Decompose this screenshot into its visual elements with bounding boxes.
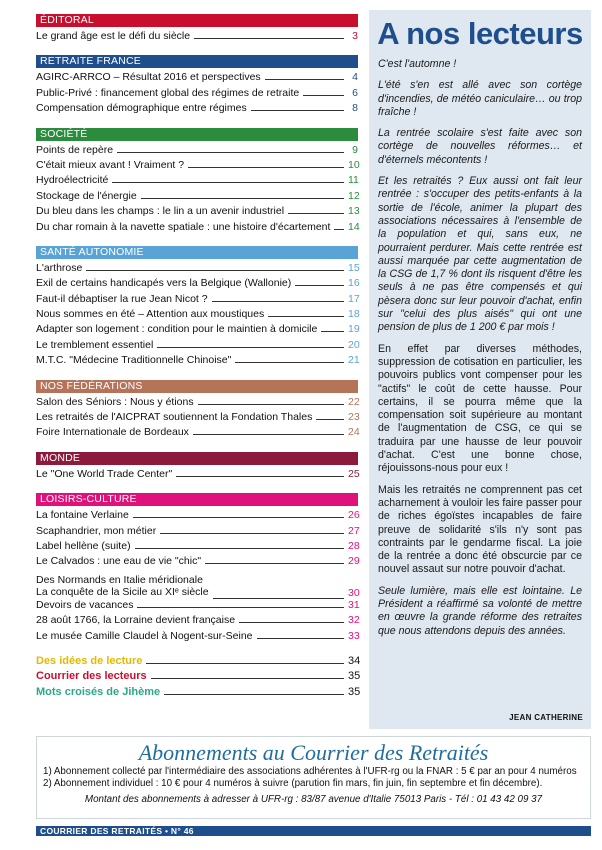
toc-page-number: 18 [348, 308, 360, 321]
toc-entry[interactable] [36, 308, 358, 323]
toc-section [36, 14, 358, 45]
editorial-paragraph: L'été s'en est allé avec son cortège d'incendies, de météo caniculaire… ou trop fraîche ! [378, 79, 582, 118]
toc-page-number: 17 [348, 292, 360, 305]
editorial-paragraph: En effet par diverses méthodes, suppression de cotisation en particulier, les pouvoirs publics vont compenser pour les "actifs" le coût de cette hausse. Pour certains, il se pourra même que la compensation soit supérieure au montant de l'augmentation de CSG, ce qui se traduira par une hausse de leur pouvoir d'achat. C'est une bonne chose, réjouissons-nous pour eux ! [378, 342, 582, 475]
toc-section-header: ÉDITORAL [36, 14, 358, 27]
toc-extra-entry[interactable] [36, 654, 361, 670]
toc-entry[interactable] [36, 221, 358, 236]
toc-entry[interactable] [36, 614, 358, 629]
leader-line [303, 87, 344, 96]
toc-page-number: 10 [348, 158, 360, 171]
toc-entry[interactable] [36, 190, 358, 205]
toc-entry-title: Exil de certains handicapés vers la Belgique (Wallonie) [36, 277, 292, 290]
toc-entry[interactable] [36, 339, 358, 354]
leader-line [251, 102, 344, 111]
toc-entry-title: L'arthrose [36, 261, 83, 274]
toc-section [36, 246, 358, 370]
toc-entry-subtitle: La conquête de la Sicile au XIᵉ siècle [36, 586, 209, 599]
toc-page-number: 6 [352, 86, 358, 99]
leader-line [137, 599, 344, 608]
toc-page-number: 22 [348, 395, 360, 408]
toc-entry-title: Le musée Camille Claudel à Nogent-sur-Seine [36, 629, 253, 642]
toc-page-number: 13 [348, 205, 360, 218]
editorial-signature: JEAN CATHERINE [509, 713, 583, 722]
toc-entry[interactable] [36, 262, 358, 277]
toc-page-number: 15 [348, 261, 360, 274]
editorial-paragraph: Et les retraités ? Eux aussi ont fait leur rentrée : s'occuper des petits-enfants à la sortie de l'école, animer la plupart des associations nécessaires à l'ensemble de la population et qui, sans eux, ne pourraient perdurer. Mais cette rentrée est aussi marquée par cette augmentation de la CSG de 1,7 % dont ils risquent d'être les seuls à ne pas être compensés et qui pèsera donc sur leur pouvoir d'achat, enfin sur "celui des plus aisés" qui ont une pension de plus de 1 200 € par mois ! [378, 175, 582, 334]
leader-line [151, 670, 344, 679]
toc-entry-title: Le "One World Trade Center" [36, 467, 173, 480]
toc-section [36, 493, 358, 645]
leader-line [194, 30, 344, 39]
toc-section [36, 55, 358, 117]
leader-line [265, 71, 344, 80]
leader-line [334, 221, 344, 230]
toc-entry[interactable] [36, 468, 358, 483]
leader-line [295, 277, 344, 286]
toc-entry[interactable] [36, 411, 358, 426]
toc-entry-title: Devoirs de vacances [36, 598, 134, 611]
toc-page-number: 26 [348, 509, 360, 522]
editorial-title: A nos lecteurs [377, 16, 583, 51]
editorial-paragraph: Seule lumière, mais elle est lointaine. Le Président a réaffirmé sa volonté de mettre en œuvre la grande réforme des retraites que nous attendons depuis des années. [378, 584, 582, 637]
editorial-paragraph: La rentrée scolaire s'est faite avec son cortège de nouvelles réformes… et d'éternels mécontents ! [378, 127, 582, 166]
leader-line [213, 590, 344, 599]
editorial-box [369, 10, 591, 729]
toc-entry[interactable] [36, 540, 358, 555]
leader-line [257, 630, 344, 639]
leader-line [239, 614, 344, 623]
toc-entry-title: AGIRC-ARRCO – Résultat 2016 et perspectives [36, 71, 261, 84]
toc-page-number: 32 [348, 614, 360, 627]
leader-line [268, 308, 344, 317]
toc-page-number: 21 [348, 354, 360, 367]
toc-entry-title: Du bleu dans les champs : le lin a un avenir industriel [36, 205, 285, 218]
subscription-line-1: 1) Abonnement collecté par l'intermédiaire des associations adhérentes à l'UFR-rg ou la FNAR : 5 € par an pour 4 numéros [43, 766, 577, 777]
leader-line [193, 426, 344, 435]
leader-line [288, 205, 344, 214]
toc-entry-title: Salon des Séniors : Nous y étions [36, 395, 194, 408]
toc-section-header: SOCIÉTÉ [36, 128, 358, 141]
toc-entry[interactable] [36, 426, 358, 441]
toc-section [36, 128, 358, 236]
toc-entry[interactable] [36, 102, 358, 117]
toc-section [36, 452, 358, 483]
toc-entry-title: C'était mieux avant ! Vraiment ? [36, 158, 185, 171]
toc-extra-title: Des idées de lecture [36, 654, 143, 667]
leader-line [321, 323, 344, 332]
toc-entry-title: La fontaine Verlaine [36, 509, 129, 522]
toc-entry-title: Hydroélectricité [36, 174, 109, 187]
toc-page-number: 4 [352, 71, 358, 84]
toc-page-number: 35 [348, 670, 361, 683]
toc-entry-title: Faut-il débaptiser la rue Jean Nicot ? [36, 292, 208, 305]
subscription-line-2: 2) Abonnement individuel : 10 € pour 4 numéros à suivre (parution fin mars, fin juin, fin septembre et fin décembre). [43, 778, 543, 789]
toc-entry[interactable] [36, 509, 358, 524]
leader-line [112, 174, 344, 183]
toc-section-header: LOISIRS-CULTURE [36, 493, 358, 506]
toc-page-number: 11 [348, 174, 359, 187]
table-of-contents [36, 14, 361, 701]
toc-extra-entry[interactable] [36, 685, 361, 701]
toc-entry[interactable] [36, 599, 358, 614]
toc-entry[interactable] [36, 396, 358, 411]
editorial-paragraph: C'est l'automne ! [378, 58, 457, 70]
toc-section-header: MONDE [36, 452, 358, 465]
toc-page-number: 19 [348, 323, 360, 336]
toc-entry-title: Nous sommes en été – Attention aux moustiques [36, 308, 265, 321]
toc-page-number: 33 [348, 629, 360, 642]
toc-section-header: RETRAITE FRANCE [36, 55, 358, 68]
toc-entry-title: Compensation démographique entre régimes [36, 102, 247, 115]
leader-line [316, 411, 344, 420]
subscription-title: Abonnements au Courrier des Retraités [138, 740, 489, 765]
toc-entry-title: Adapter son logement : condition pour le maintien à domicile [36, 323, 318, 336]
toc-extra-title: Courrier des lecteurs [36, 670, 147, 683]
leader-line [146, 655, 344, 664]
toc-entry-title: Public-Privé : financement global des régimes de retraite [36, 86, 300, 99]
toc-entry-title: Foire Internationale de Bordeaux [36, 426, 189, 439]
leader-line [235, 354, 344, 363]
toc-entry[interactable] [36, 293, 358, 308]
toc-entry-title: Scaphandrier, mon métier [36, 524, 157, 537]
leader-line [133, 509, 344, 518]
editorial-body [369, 58, 591, 638]
toc-entry[interactable] [36, 277, 358, 292]
toc-page-number: 16 [348, 277, 360, 290]
toc-page-number: 35 [348, 685, 361, 698]
toc-entry-title: Label hellène (suite) [36, 539, 131, 552]
toc-entry[interactable] [36, 71, 358, 86]
toc-entry-title: Points de repère [36, 143, 114, 156]
leader-line [212, 293, 344, 302]
toc-page-number: 34 [348, 654, 361, 667]
toc-page-number: 12 [348, 189, 360, 202]
toc-entry[interactable] [36, 144, 358, 159]
toc-entry-title: Le Calvados : une eau de vie "chic" [36, 555, 202, 568]
toc-entry[interactable] [36, 323, 358, 338]
toc-page-number: 30 [348, 586, 360, 599]
toc-entry[interactable] [36, 87, 358, 102]
toc-page-number: 20 [348, 338, 360, 351]
leader-line [176, 468, 344, 477]
toc-entry-title: Le tremblement essentiel [36, 338, 154, 351]
footer-bar: COURRIER DES RETRAITÉS • N° 46 [36, 826, 591, 836]
leader-line [205, 555, 344, 564]
toc-entry[interactable] [36, 525, 358, 540]
toc-entry-title: Des Normands en Italie méridionale [36, 573, 203, 586]
toc-entry-title: Du char romain à la navette spatiale : une histoire d'écartement [36, 220, 331, 233]
subscription-address: Montant des abonnements à adresser à UFR-rg : 83/87 avenue d'Italie 75013 Paris - Tél : 01 43 42 09 37 [84, 794, 543, 805]
toc-page-number: 3 [352, 30, 358, 42]
toc-page-number: 23 [348, 411, 360, 424]
toc-extra-title: Mots croisés de Jihème [36, 685, 161, 698]
leader-line [141, 190, 344, 199]
leader-line [188, 159, 344, 168]
toc-page-number: 29 [348, 555, 360, 568]
toc-page-number: 27 [348, 524, 360, 537]
extras-list [36, 654, 361, 701]
toc-entry[interactable] [36, 159, 358, 174]
leader-line [157, 339, 344, 348]
toc-entry[interactable] [36, 630, 358, 645]
subscription-box [36, 736, 591, 819]
toc-entry-title: Le grand âge est le défi du siècle [36, 30, 191, 42]
toc-entry[interactable] [36, 205, 358, 220]
editorial-paragraph: Mais les retraités ne comprennent pas cet acharnement à vouloir les faire passer pour de riches égoïstes incapables de faire preuve de solidarité s'ils n'y sont pas contraints par le gendarme fiscal. La joie de la rentrée a donc été obscurcie par ce nouvel assaut sur notre pouvoir d'achat. [378, 483, 582, 576]
leader-line [164, 686, 344, 695]
toc-page-number: 25 [348, 467, 360, 480]
toc-entry[interactable] [36, 555, 358, 570]
toc-entry-title: M.T.C. "Médecine Traditionnelle Chinoise" [36, 354, 232, 367]
toc-entry[interactable] [36, 30, 358, 45]
toc-extra-entry[interactable] [36, 670, 361, 685]
toc-entry-title: Les retraités de l'AICPRAT soutiennent la Fondation Thales [36, 411, 313, 424]
toc-entry[interactable] [36, 354, 358, 369]
toc-section-header: NOS FÉDÉRATIONS [36, 380, 358, 393]
toc-entry[interactable] [36, 174, 358, 189]
toc-entry[interactable] [36, 571, 358, 599]
leader-line [117, 144, 344, 153]
toc-page-number: 14 [348, 220, 360, 233]
leader-line [135, 540, 344, 549]
toc-page-number: 8 [352, 102, 358, 115]
leader-line [160, 525, 344, 534]
toc-section-header: SANTÉ AUTONOMIE [36, 246, 358, 259]
toc-entry-title: 28 août 1766, la Lorraine devient française [36, 614, 236, 627]
toc-page-number: 28 [348, 539, 360, 552]
leader-line [86, 262, 344, 271]
toc-entry-title: Stockage de l'énergie [36, 189, 137, 202]
toc-section [36, 380, 358, 442]
toc-page-number: 24 [348, 426, 360, 439]
toc-page-number: 9 [352, 143, 358, 156]
toc-page-number: 31 [348, 598, 360, 611]
leader-line [198, 396, 344, 405]
